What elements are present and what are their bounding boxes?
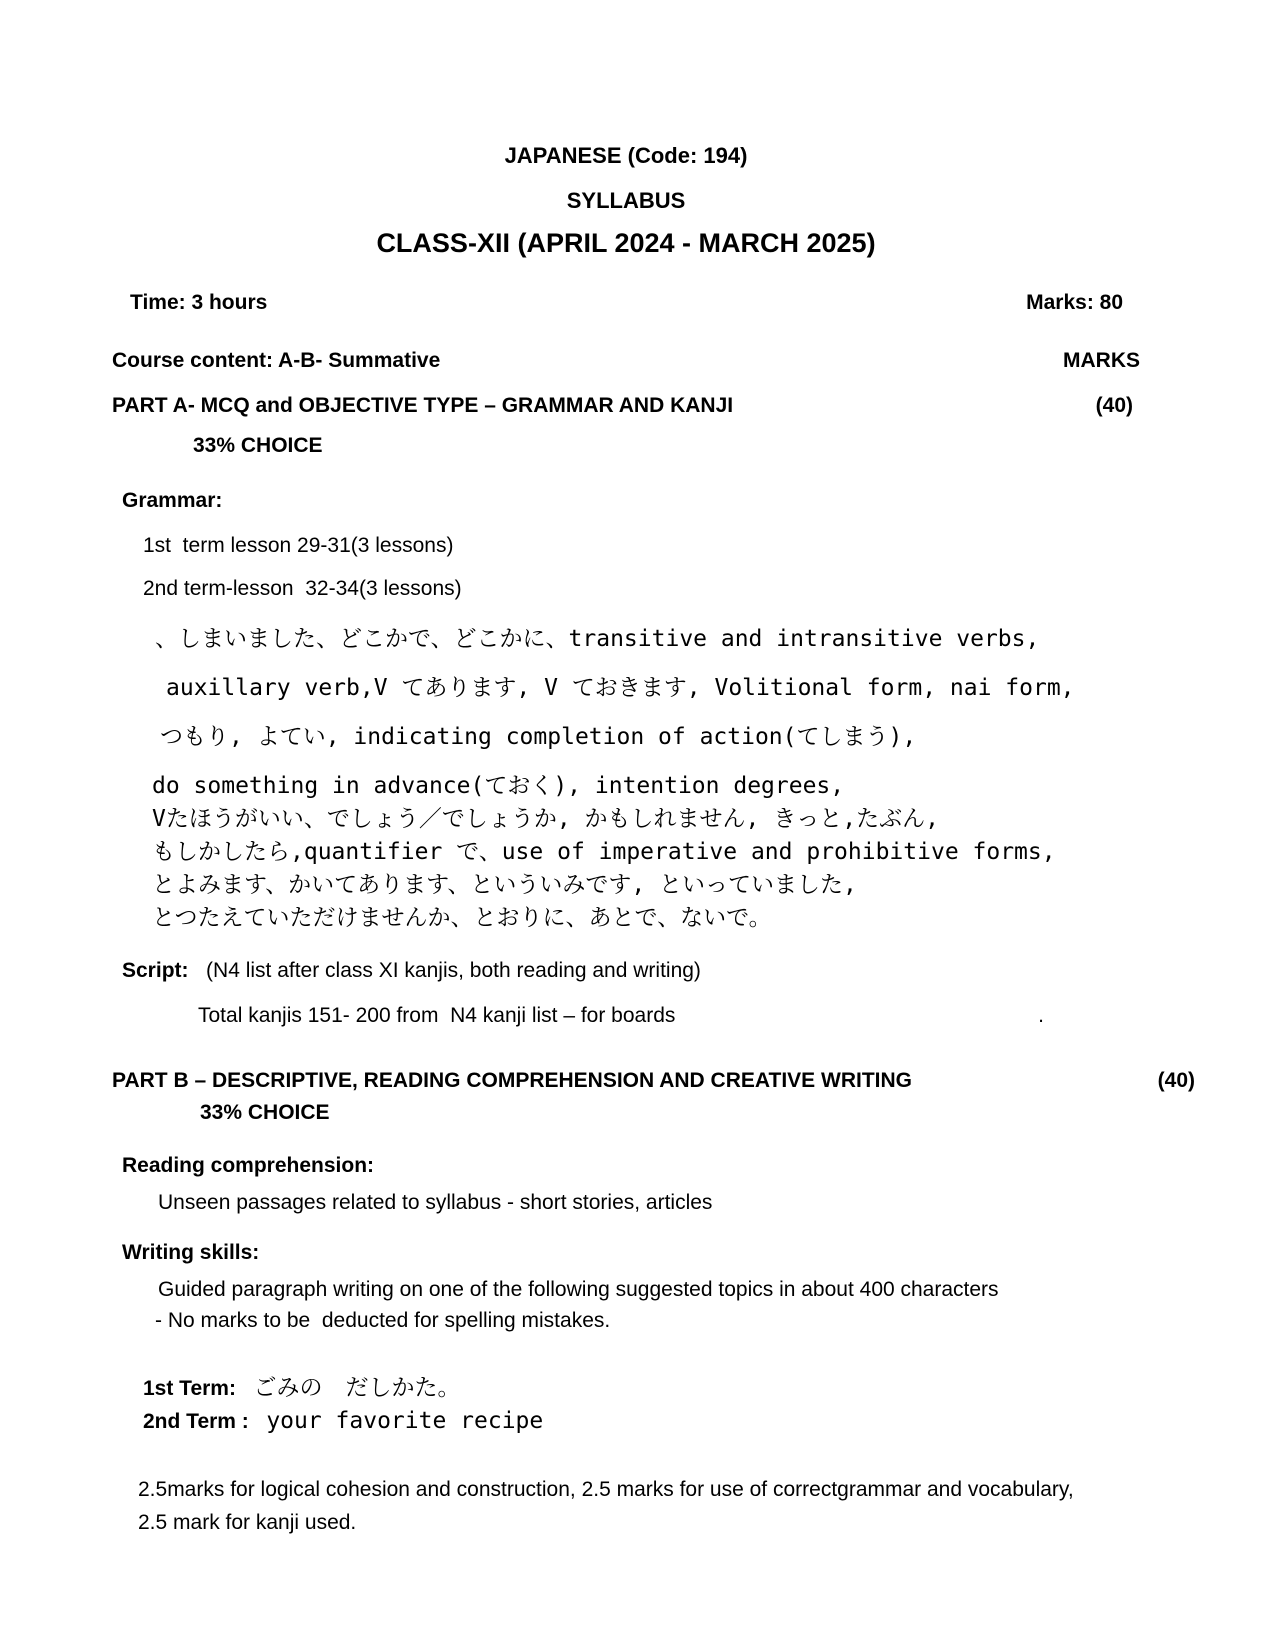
part-a-choice-note: 33% CHOICE	[193, 434, 323, 457]
time-marks-row	[112, 290, 1140, 316]
grammar-heading: Grammar:	[122, 489, 223, 512]
course-content-row	[112, 348, 1140, 374]
class-session-heading: CLASS-XII (APRIL 2024 - MARCH 2025)	[376, 228, 876, 258]
grammar-term1-lessons: 1st term lesson 29-31(3 lessons)	[143, 534, 454, 557]
marks-column-header: MARKS	[1063, 349, 1140, 372]
part-b-heading: PART B – DESCRIPTIVE, READING COMPREHENSION AND CREATIVE WRITING	[112, 1069, 912, 1092]
exam-time: Time: 3 hours	[130, 291, 268, 314]
grammar-topics-block	[152, 624, 1140, 933]
grammar-topic-line: とつたえていただけませんか、とおりに、あとで、ないで。	[152, 905, 772, 931]
writing-skills-heading: Writing skills:	[122, 1241, 260, 1264]
writing-term1-label: 1st Term:	[143, 1377, 248, 1400]
grammar-topic-line: とよみます、かいてあります、といういみです, といっていました,	[152, 872, 857, 898]
writing-skills-desc-line2: - No marks to be deducted for spelling mistakes.	[155, 1309, 611, 1332]
stray-period: .	[1038, 1004, 1044, 1027]
part-b-choice-note: 33% CHOICE	[200, 1101, 330, 1124]
writing-term2-row	[143, 1406, 1140, 1437]
writing-term2-label: 2nd Term :	[143, 1410, 261, 1433]
grammar-topic-line: 、しまいました、どこかで、どこかに、transitive and intransitive verbs,	[155, 626, 1040, 652]
grammar-topic-line: つもり, よてい, indicating completion of action(てしまう),	[160, 724, 917, 750]
writing-term1-row	[143, 1373, 1140, 1404]
grammar-term2-lessons: 2nd term-lesson 32-34(3 lessons)	[143, 577, 462, 600]
grammar-topic-line: Vたほうがいい、でしょう／でしょうか, かもしれません, きっと,たぶん,	[152, 806, 939, 832]
course-content-label: Course content: A-B- Summative	[112, 349, 441, 372]
script-label: Script:	[122, 959, 201, 982]
part-a-marks: (40)	[1095, 394, 1133, 417]
marking-scheme-line2: 2.5 mark for kanji used.	[138, 1511, 357, 1534]
grammar-topic-line: auxillary verb,V てあります, V ておきます, Volitional form, nai form,	[166, 675, 1075, 701]
marking-scheme-line1: 2.5marks for logical cohesion and construction, 2.5 marks for use of correctgrammar and vocabulary,	[138, 1478, 1074, 1501]
writing-term1-topic: ごみの だしかた。	[253, 1375, 461, 1401]
writing-skills-desc-line1: Guided paragraph writing on one of the following suggested topics in about 400 characters	[158, 1278, 999, 1301]
grammar-topic-line: もしかしたら,quantifier で、use of imperative and prohibitive forms,	[152, 839, 1056, 865]
grammar-topic-line: do something in advance(ておく), intention degrees,	[152, 773, 845, 799]
total-marks: Marks: 80	[1026, 291, 1123, 314]
kanji-total-text: Total kanjis 151- 200 from N4 kanji list – for boards	[198, 1004, 676, 1027]
reading-comprehension-desc: Unseen passages related to syllabus - short stories, articles	[158, 1191, 713, 1214]
part-a-heading-row	[112, 393, 1140, 419]
writing-term2-topic: your favorite recipe	[266, 1408, 544, 1434]
part-a-heading: PART A- MCQ and OBJECTIVE TYPE – GRAMMAR AND KANJI	[112, 394, 734, 417]
part-b-heading-row	[112, 1068, 1195, 1094]
script-note: (N4 list after class XI kanjis, both reading and writing)	[206, 959, 701, 982]
script-row	[122, 958, 1140, 984]
part-b-marks: (40)	[1157, 1069, 1195, 1092]
document-subtitle: SYLLABUS	[566, 188, 686, 213]
kanji-total-row	[198, 1003, 1140, 1029]
document-title: JAPANESE (Code: 194)	[504, 143, 748, 168]
reading-comprehension-heading: Reading comprehension:	[122, 1154, 375, 1177]
